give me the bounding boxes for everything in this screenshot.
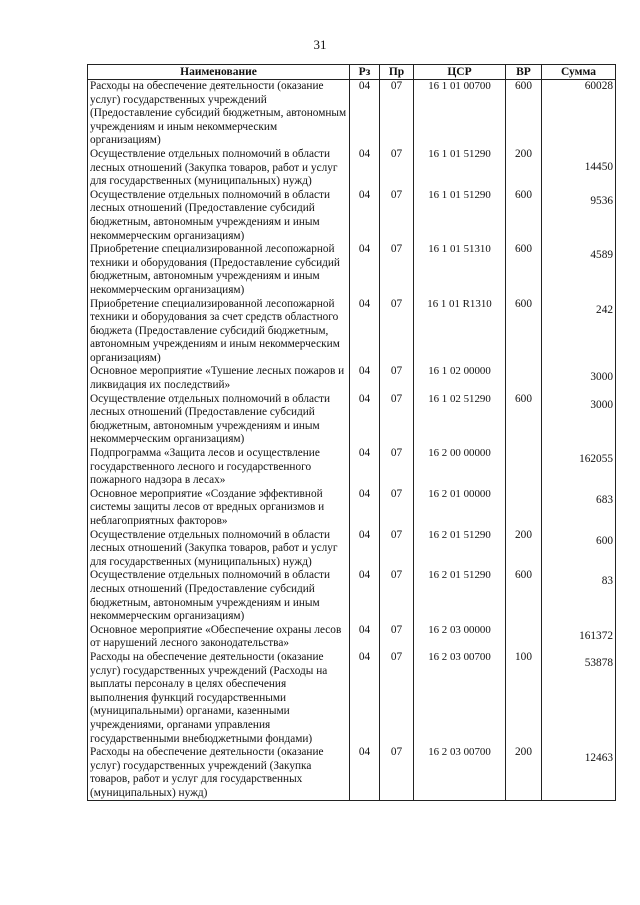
table-body (88, 80, 616, 801)
row-vr (506, 624, 542, 651)
row-sum: 162055 (542, 447, 616, 488)
row-vr: 600 (506, 393, 542, 447)
row-csr: 16 1 01 51290 (414, 189, 506, 243)
header-rz: Рз (350, 65, 380, 80)
row-pr: 07 (380, 148, 414, 189)
row-name: Основное мероприятие «Создание эффективной системы защиты лесов от вредных организмов и неблагоприятных факторов» (88, 488, 350, 529)
table-row (88, 488, 616, 529)
row-vr: 600 (506, 298, 542, 366)
row-name: Расходы на обеспечение деятельности (оказание услуг) государственных учреждений (Предоставление субсидий бюджетным, автономным учреждениям и иным некоммерческим организациям) (88, 80, 350, 148)
page-number: 31 (313, 37, 327, 52)
row-csr: 16 2 00 00000 (414, 447, 506, 488)
row-sum: 83 (542, 569, 616, 623)
row-pr: 07 (380, 569, 414, 623)
row-rz: 04 (350, 529, 380, 570)
row-csr: 16 1 02 00000 (414, 365, 506, 392)
row-pr: 07 (380, 529, 414, 570)
table-row (88, 393, 616, 447)
table-row (88, 298, 616, 366)
table-row (88, 569, 616, 623)
row-name: Осуществление отдельных полномочий в области лесных отношений (Закупка товаров, работ и услуг для государственных (муниципальных) нужд) (88, 529, 350, 570)
table-row (88, 80, 616, 148)
row-csr: 16 1 01 51290 (414, 148, 506, 189)
row-name: Приобретение специализированной лесопожарной техники и оборудования за счет средств областного бюджета (Предоставление субсидий бюджетным, автономным учреждениям и иным некоммерческим организациям) (88, 298, 350, 366)
table-row (88, 189, 616, 243)
row-name: Основное мероприятие «Тушение лесных пожаров и ликвидация их последствий» (88, 365, 350, 392)
row-name: Осуществление отдельных полномочий в области лесных отношений (Предоставление субсидий бюджетным, автономным учреждениям и иным некоммерческим организациям) (88, 569, 350, 623)
row-sum: 242 (542, 298, 616, 366)
table-row (88, 651, 616, 746)
row-name: Осуществление отдельных полномочий в области лесных отношений (Предоставление субсидий бюджетным, автономным учреждениям и иным некоммерческим организациям) (88, 189, 350, 243)
row-name: Расходы на обеспечение деятельности (оказание услуг) государственных учреждений (Закупка товаров, работ и услуг для государственных (муниципальных) нужд) (88, 746, 350, 801)
row-pr: 07 (380, 624, 414, 651)
row-sum: 14450 (542, 148, 616, 189)
table-row (88, 447, 616, 488)
row-pr: 07 (380, 447, 414, 488)
row-sum: 683 (542, 488, 616, 529)
row-csr: 16 2 03 00700 (414, 651, 506, 746)
row-csr: 16 2 01 51290 (414, 529, 506, 570)
row-csr: 16 1 01 51310 (414, 243, 506, 297)
row-sum: 60028 (542, 80, 616, 148)
row-vr: 200 (506, 529, 542, 570)
row-vr: 600 (506, 243, 542, 297)
row-sum: 4589 (542, 243, 616, 297)
row-sum: 161372 (542, 624, 616, 651)
row-csr: 16 1 01 00700 (414, 80, 506, 148)
row-sum: 600 (542, 529, 616, 570)
row-rz: 04 (350, 447, 380, 488)
row-rz: 04 (350, 365, 380, 392)
row-sum: 12463 (542, 746, 616, 801)
row-vr: 600 (506, 80, 542, 148)
row-name: Осуществление отдельных полномочий в области лесных отношений (Закупка товаров, работ и услуг для государственных (муниципальных) нужд) (88, 148, 350, 189)
header-sum: Сумма (542, 65, 616, 80)
row-pr: 07 (380, 651, 414, 746)
header-pr: Пр (380, 65, 414, 80)
row-vr (506, 365, 542, 392)
row-pr: 07 (380, 80, 414, 148)
row-rz: 04 (350, 746, 380, 801)
header-name: Наименование (88, 65, 350, 80)
row-csr: 16 2 03 00700 (414, 746, 506, 801)
row-vr: 100 (506, 651, 542, 746)
row-pr: 07 (380, 746, 414, 801)
row-rz: 04 (350, 298, 380, 366)
row-rz: 04 (350, 624, 380, 651)
row-csr: 16 1 01 R1310 (414, 298, 506, 366)
table-header-row (88, 65, 616, 80)
row-pr: 07 (380, 243, 414, 297)
row-rz: 04 (350, 488, 380, 529)
row-rz: 04 (350, 651, 380, 746)
budget-table (87, 64, 616, 801)
table-row (88, 746, 616, 801)
row-rz: 04 (350, 393, 380, 447)
table-row (88, 148, 616, 189)
row-name: Расходы на обеспечение деятельности (оказание услуг) государственных учреждений (Расходы на выплаты персоналу в целях обеспечения выполнения функций государственными (муниципальными) органами, казенными учреждениями, органами управления государственными внебюджетными фондами) (88, 651, 350, 746)
row-rz: 04 (350, 80, 380, 148)
row-sum: 3000 (542, 393, 616, 447)
header-csr: ЦСР (414, 65, 506, 80)
row-vr (506, 488, 542, 529)
row-pr: 07 (380, 393, 414, 447)
row-sum: 53878 (542, 651, 616, 746)
table-row (88, 529, 616, 570)
table-row (88, 624, 616, 651)
header-vr: ВР (506, 65, 542, 80)
table-row (88, 365, 616, 392)
row-csr: 16 2 03 00000 (414, 624, 506, 651)
row-vr: 200 (506, 148, 542, 189)
row-pr: 07 (380, 189, 414, 243)
row-pr: 07 (380, 488, 414, 529)
row-vr: 600 (506, 189, 542, 243)
table-row (88, 243, 616, 297)
row-name: Основное мероприятие «Обеспечение охраны лесов от нарушений лесного законодательства» (88, 624, 350, 651)
row-sum: 9536 (542, 189, 616, 243)
row-csr: 16 1 02 51290 (414, 393, 506, 447)
row-name: Подпрограмма «Защита лесов и осуществление государственного лесного и государственного пожарного надзора в лесах» (88, 447, 350, 488)
row-sum: 3000 (542, 365, 616, 392)
row-vr: 600 (506, 569, 542, 623)
row-csr: 16 2 01 51290 (414, 569, 506, 623)
row-rz: 04 (350, 243, 380, 297)
row-rz: 04 (350, 569, 380, 623)
row-rz: 04 (350, 148, 380, 189)
row-name: Приобретение специализированной лесопожарной техники и оборудования (Предоставление субсидий бюджетным, автономным учреждениям и иным некоммерческим организациям) (88, 243, 350, 297)
row-name: Осуществление отдельных полномочий в области лесных отношений (Предоставление субсидий бюджетным, автономным учреждениям и иным некоммерческим организациям) (88, 393, 350, 447)
row-csr: 16 2 01 00000 (414, 488, 506, 529)
row-pr: 07 (380, 365, 414, 392)
row-vr (506, 447, 542, 488)
row-vr: 200 (506, 746, 542, 801)
row-rz: 04 (350, 189, 380, 243)
row-pr: 07 (380, 298, 414, 366)
